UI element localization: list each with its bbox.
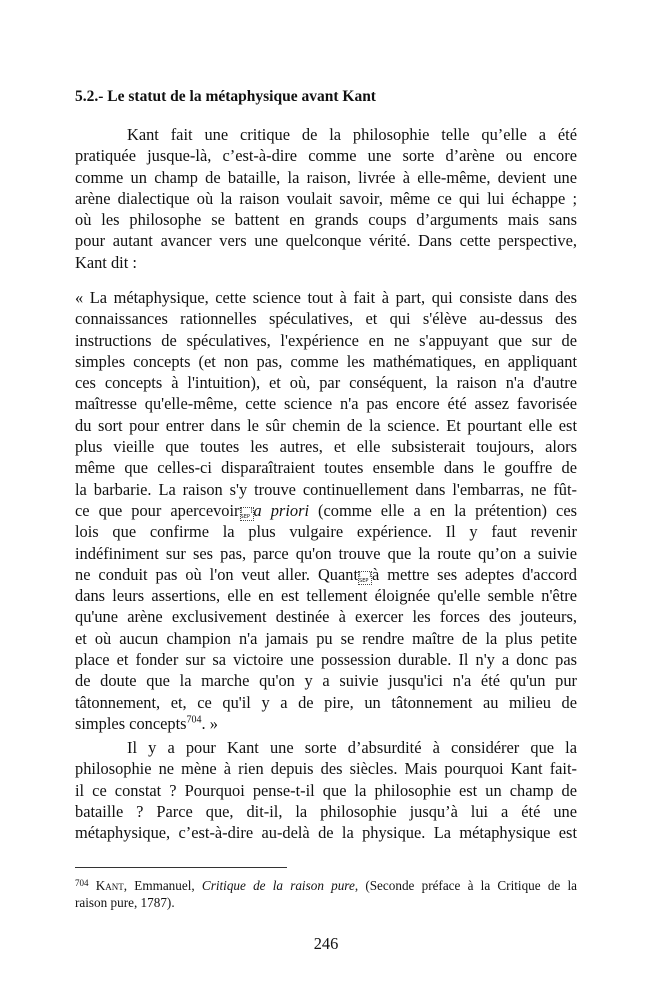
text-fragment: (comme elle a en la prétention) ces	[309, 500, 577, 520]
text-line: tâtonnement, et, ce qu'il y a de pire, un tâtonnement au milieu de	[75, 692, 577, 712]
footnote-title: Critique de la raison pure	[201, 878, 355, 893]
text-line: il ce constat ? Pourquoi pense-t-il que la philosophie est un champ de	[75, 780, 577, 800]
text-line: philosophie ne mène à rien depuis des siècles. Mais pourquoi Kant fait-	[75, 759, 577, 779]
text-fragment: ce que pour apercevoir	[75, 500, 240, 520]
italic-term: a priori	[253, 500, 309, 520]
text-line: pour autant avancer vers une quelconque vérité. Dans cette perspective,	[75, 231, 577, 251]
paragraph-intro	[75, 124, 577, 273]
text-line: indéfiniment sur ses pas, parce qu'on trouve que la route qu’on a suivie	[75, 543, 577, 563]
text-line	[75, 500, 577, 521]
footnote	[75, 877, 577, 911]
text-fragment: ne conduit pas où l'on veut aller. Quant	[75, 564, 359, 584]
text-line: connaissances rationnelles spéculatives, et qui s'élève au-dessus des	[75, 309, 577, 329]
text-line: bataille ? Parce que, dit-il, la philosophie jusqu’à lui a été une	[75, 801, 577, 821]
text-fragment: à mettre ses adeptes d'accord	[372, 564, 577, 584]
text-line: plus vieille que toutes les autres, et elle subsisterait toujours, alors	[75, 437, 577, 457]
text-line: lois que confirme la plus vulgaire expérience. Il y faut revenir	[75, 522, 577, 542]
text-line: ces concepts à l'intuition), et où, par conséquent, la raison n'a d'autre	[75, 373, 577, 393]
text-line: de doute que la marche qu'on y a suivie jusqu'ici n'a été qu'un pur	[75, 671, 577, 691]
footnote-author: Kant	[95, 878, 124, 893]
text-line: place et fonder sur sa victoire une possession durable. Il n'y a donc pas	[75, 650, 577, 670]
text-line: la barbarie. La raison s'y trouve continuellement dans l'embarras, ne fût-	[75, 479, 577, 499]
text-fragment: simples concepts	[75, 713, 187, 733]
text-line: et où aucun champion n'a jamais pu se rendre maître de la plus petite	[75, 628, 577, 648]
kant-quotation	[75, 287, 577, 734]
footnote-line: $^{704}$ Kant, Emmanuel, Critique de la raison pure, (Seconde préface à la Critique de la	[75, 878, 577, 893]
text-line: Kant fait une critique de la philosophie telle qu’elle a été	[127, 125, 577, 144]
footnote-reference[interactable]: 704	[186, 714, 202, 726]
text-line: du sort pour entrer dans le sûr chemin de la science. Et pourtant elle est	[75, 415, 577, 435]
text-line	[75, 713, 577, 734]
text-line: comme un champ de bataille, la raison, livrée à elle-même, devient une	[75, 167, 577, 187]
paragraph-analysis	[75, 737, 577, 843]
footnote-line: raison pure, 1787).	[75, 895, 175, 910]
text-line: où les philosophe se battent en grands coups d’arguments mais sans	[75, 210, 577, 230]
section-heading: 5.2.- Le statut de la métaphysique avant Kant	[75, 88, 376, 105]
footnote-divider	[75, 867, 287, 868]
text-line: simples concepts (et non pas, comme les mathématiques, en appliquant	[75, 351, 577, 371]
text-line: même que celles-ci disparaîtraient toutes ensemble dans le gouffre de	[75, 458, 577, 478]
footnote-number: 704	[75, 878, 89, 888]
text-line: « La métaphysique, cette science tout à fait à part, qui consiste dans des	[75, 288, 577, 307]
text-fragment: . »	[201, 713, 218, 733]
text-line: qu'une arène exclusivement destinée à exercer les forces des jouteurs,	[75, 607, 577, 627]
text-line: pratiquée jusque-là, c’est-à-dire comme une sorte d’arène ou encore	[75, 146, 577, 166]
text-line: arène dialectique où la raison voulait savoir, même ce qui lui échappe ;	[75, 188, 577, 208]
text-line: dans leurs assertions, elle en est tellement éloignée qu'elle semble n'être	[75, 586, 577, 606]
sep-glyph-icon: [ ] SEP	[359, 571, 372, 584]
text-line: métaphysique, c’est-à-dire au-delà de la physique. La métaphysique est	[75, 823, 577, 843]
text-line: Kant dit :	[75, 252, 137, 272]
text-line: maîtresse qu'elle-même, cette science n'a pas encore été assez favorisée	[75, 394, 577, 414]
text-line: instructions de spéculatives, l'expérience en ne s'appuyant que sur de	[75, 330, 577, 350]
page-number: 246	[313, 934, 339, 953]
text-line: Il y a pour Kant une sorte d’absurdité à considérer que la	[127, 738, 577, 757]
sep-glyph-icon: [ ] SEP	[240, 507, 253, 520]
text-line	[75, 564, 577, 585]
